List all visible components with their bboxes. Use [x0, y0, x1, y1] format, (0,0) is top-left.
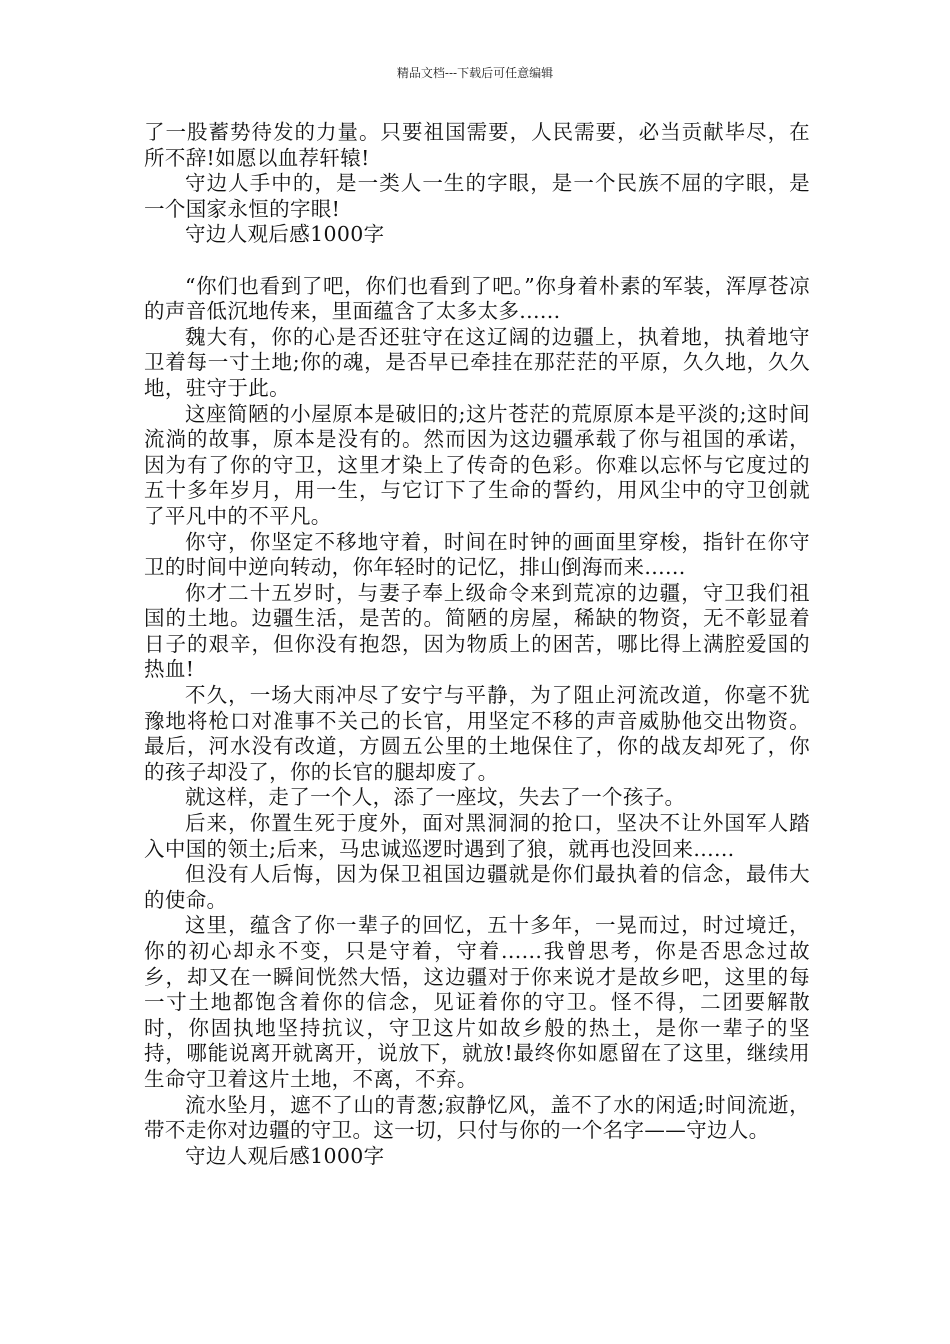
page-header: 精品文档---下载后可任意编辑	[396, 66, 554, 80]
paragraph: 了一股蓄势待发的力量。只要祖国需要，人民需要，必当贡献毕尽，在所不辞!如愿以血荐轩辕!	[144, 120, 810, 170]
section-title: 守边人观后感1000字	[185, 1143, 385, 1168]
section-title: 守边人观后感1000字	[185, 222, 385, 247]
paragraph: 你守，你坚定不移地守着，时间在时钟的画面里穿梭，指针在你守卫的时间中逆向转动，你年轻时的记忆，排山倒海而来......	[144, 529, 810, 580]
paragraph: 但没有人后悔，因为保卫祖国边疆就是你们最执着的信念，最伟大的使命。	[144, 862, 810, 912]
document-body	[144, 120, 810, 1169]
paragraph: 这里，蕴含了你一辈子的回忆，五十多年，一晃而过，时过境迁，你的初心却永不变，只是守着，守着......我曾思考，你是否思念过故乡，却又在一瞬间恍然大悟，这边疆对于你来说才是故乡吧，这里的每一寸土地都饱含着你的信念，见证着你的守卫。怪不得，二团要解散时，你固执地坚持抗议，守卫这片如故乡般的热土，是你一辈子的坚持，哪能说离开就离开，说放下，就放!最终你如愿留在了这里，继续用生命守卫着这片土地，不离，不弃。	[144, 913, 810, 1091]
paragraph: 就这样，走了一个人，添了一座坟，失去了一个孩子。	[185, 785, 686, 810]
paragraph: 流水坠月，遮不了山的青葱;寂静忆风，盖不了水的闲适;时间流逝，带不走你对边疆的守卫。这一切，只付与你的一个名字——守边人。	[144, 1092, 810, 1143]
paragraph: 后来，你置生死于度外，面对黑洞洞的抢口，坚决不让外国军人踏入中国的领土;后来，马忠诚巡逻时遇到了狼，就再也没回来......	[144, 811, 810, 861]
paragraph: 这座简陋的小屋原本是破旧的;这片苍茫的荒原原本是平淡的;这时间流淌的故事，原本是没有的。然而因为这边疆承载了你与祖国的承诺，因为有了你的守卫，这里才染上了传奇的色彩。你难以忘怀与它度过的五十多年岁月，用一生，与它订下了生命的誓约，用风尘中的守卫创就了平凡中的不平凡。	[144, 401, 810, 528]
paragraph: “你们也看到了吧，你们也看到了吧。”你身着朴素的军装，浑厚苍凉的声音低沉地传来，里面蕴含了太多太多......	[144, 273, 810, 324]
paragraph: 守边人手中的，是一类人一生的字眼，是一个民族不屈的字眼，是一个国家永恒的字眼!	[144, 171, 810, 221]
paragraph: 你才二十五岁时，与妻子奉上级命令来到荒凉的边疆，守卫我们祖国的土地。边疆生活，是苦的。简陋的房屋，稀缺的物资，无不彰显着日子的艰辛，但你没有抱怨，因为物质上的困苦，哪比得上满腔爱国的热血!	[144, 580, 810, 682]
paragraph: 不久，一场大雨冲尽了安宁与平静，为了阻止河流改道，你毫不犹豫地将枪口对准事不关己的长官，用坚定不移的声音威胁他交出物资。最后，河水没有改道，方圆五公里的土地保住了，你的战友却死了，你的孩子却没了，你的长官的腿却废了。	[144, 683, 810, 784]
paragraph: 魏大有，你的心是否还驻守在这辽阔的边疆上，执着地，执着地守卫着每一寸土地;你的魂，是否早已牵挂在那茫茫的平原，久久地，久久地，驻守于此。	[144, 324, 810, 400]
